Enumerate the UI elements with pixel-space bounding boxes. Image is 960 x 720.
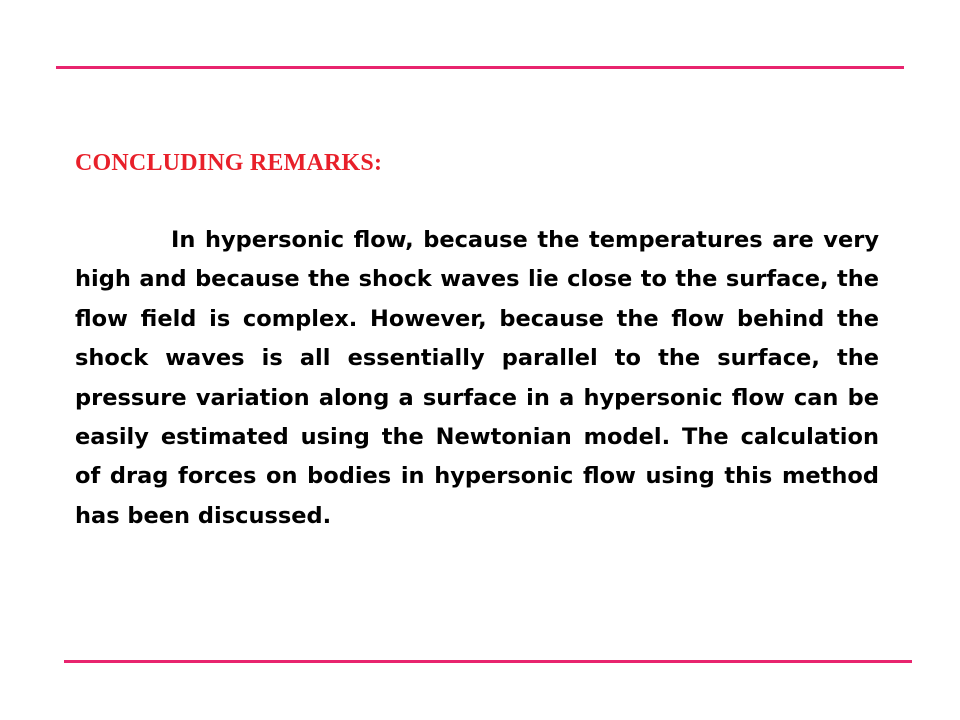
top-divider [56, 66, 904, 69]
slide-paragraph: In hypersonic flow, because the temperatures are very high and because the shock waves lie close to the surface, the flow field is complex. However, because the flow behind the shock waves is all essentially parallel to the surface, the pressure variation along a surface in a hypersonic flow can be easily estimated using the Newtonian model. The calculation of drag forces on bodies in hypersonic flow using this method has been discussed. [75, 227, 879, 529]
bottom-divider [64, 660, 912, 663]
slide-heading: CONCLUDING REMARKS: [75, 150, 383, 176]
